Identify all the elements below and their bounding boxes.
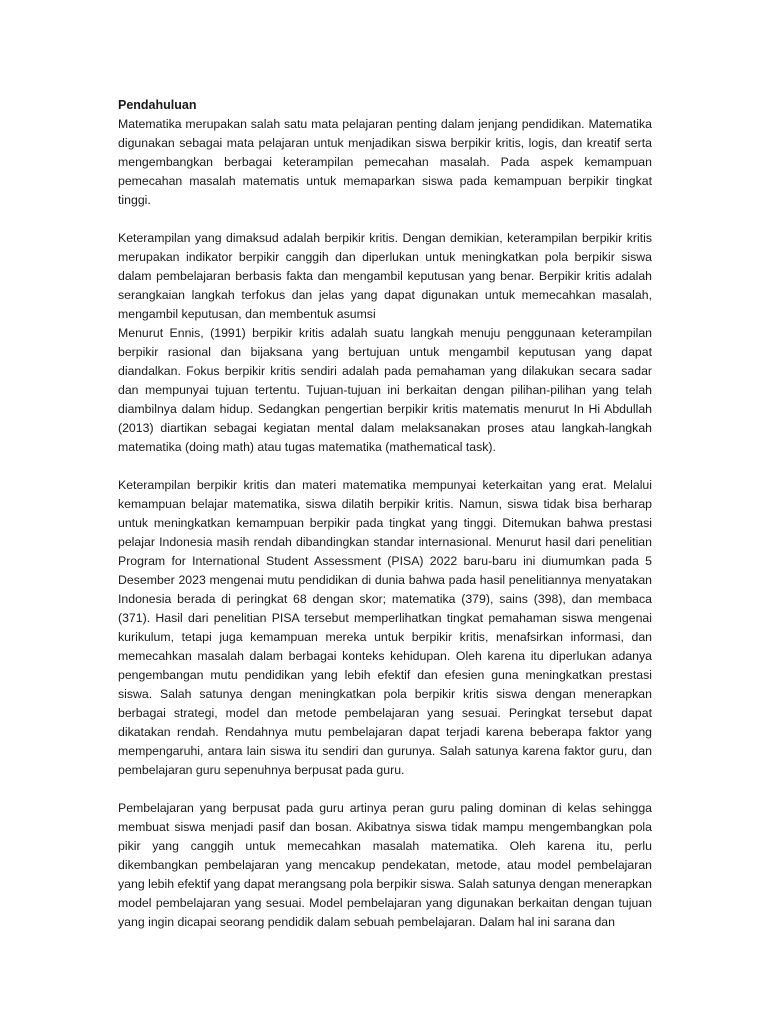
document-page [118, 96, 652, 932]
paragraph-spacer [118, 457, 652, 476]
paragraph-ennis-definition: Menurut Ennis, (1991) berpikir kritis adalah suatu langkah menuju penggunaan keterampilan berpikir rasional dan bijaksana yang bertujuan untuk mengambil keputusan yang dapat diandalkan. Fokus berpikir kritis sendiri adalah pada pemahaman yang dilakukan secara sadar dan mempunyai tujuan tertentu. Tujuan-tujuan ini berkaitan dengan pilihan-pilihan yang telah diambilnya dalam hidup. Sedangkan pengertian berpikir kritis matematis menurut In Hi Abdullah (2013) diartikan sebagai kegiatan mental dalam melaksanakan proses atau langkah-langkah matematika (doing math) atau tugas matematika (mathematical task). [118, 326, 652, 454]
paragraph-pisa: Keterampilan berpikir kritis dan materi matematika mempunyai keterkaitan yang erat. Melalui kemampuan belajar matematika, siswa dilatih berpikir kritis. Namun, siswa tidak bisa berharap untuk meningkatkan kemampuan berpikir pada tingkat yang tinggi. Ditemukan bahwa prestasi pelajar Indonesia masih rendah dibandingkan standar internasional. Menurut hasil dari penelitian Program for International Student Assessment (PISA) 2022 baru-baru ini diumumkan pada 5 Desember 2023 mengenai mutu pendidikan di dunia bahwa pada hasil penelitiannya menyatakan Indonesia berada di peringkat 68 dengan skor; matematika (379), sains (398), dan membaca (371). Hasil dari penelitian PISA tersebut memperlihatkan tingkat pemahaman siswa mengenai kurikulum, tetapi juga kemampuan mereka untuk berpikir kritis, menafsirkan informasi, dan memecahkan masalah dalam berbagai konteks kehidupan. Oleh karena itu diperlukan adanya pengembangan mutu pendidikan yang lebih efektif dan efesien guna meningkatkan prestasi siswa. Salah satunya dengan meningkatkan pola berpikir kritis siswa dengan menerapkan berbagai strategi, model dan metode pembelajaran yang sesuai. Peringkat tersebut dapat dikatakan rendah. Rendahnya mutu pembelajaran dapat terjadi karena beberapa faktor yang mempengaruhi, antara lain siswa itu sendiri dan gurunya. Salah satunya karena faktor guru, dan pembelajaran guru sepenuhnya berpusat pada guru. [118, 478, 652, 777]
section-heading: Pendahuluan [118, 98, 197, 112]
paragraph-spacer [118, 780, 652, 799]
paragraph-spacer [118, 210, 652, 229]
paragraph-teacher-centered: Pembelajaran yang berpusat pada guru artinya peran guru paling dominan di kelas sehingga membuat siswa menjadi pasif dan bosan. Akibatnya siswa tidak mampu mengembangkan pola pikir yang canggih untuk memecahkan masalah matematika. Oleh karena itu, perlu dikembangkan pembelajaran yang mencakup pendekatan, metode, atau model pembelajaran yang lebih efektif yang dapat merangsang pola berpikir siswa. Salah satunya dengan menerapkan model pembelajaran yang sesuai. Model pembelajaran yang digunakan berkaitan dengan tujuan yang ingin dicapai seorang pendidik dalam sebuah pembelajaran. Dalam hal ini sarana dan [118, 801, 652, 929]
paragraph-intro: Matematika merupakan salah satu mata pelajaran penting dalam jenjang pendidikan. Matematika digunakan sebagai mata pelajaran untuk menjadikan siswa berpikir kritis, logis, dan kreatif serta mengembangkan berbagai keterampilan pemecahan masalah. Pada aspek kemampuan pemecahan masalah matematis untuk memaparkan siswa pada kemampuan berpikir tingkat tinggi. [118, 117, 652, 207]
paragraph-critical-thinking: Keterampilan yang dimaksud adalah berpikir kritis. Dengan demikian, keterampilan berpikir kritis merupakan indikator berpikir canggih dan diperlukan untuk meningkatkan pola berpikir siswa dalam pembelajaran berbasis fakta dan mengambil keputusan yang benar. Berpikir kritis adalah serangkaian langkah terfokus dan jelas yang dapat digunakan untuk memecahkan masalah, mengambil keputusan, dan membentuk asumsi [118, 231, 652, 321]
